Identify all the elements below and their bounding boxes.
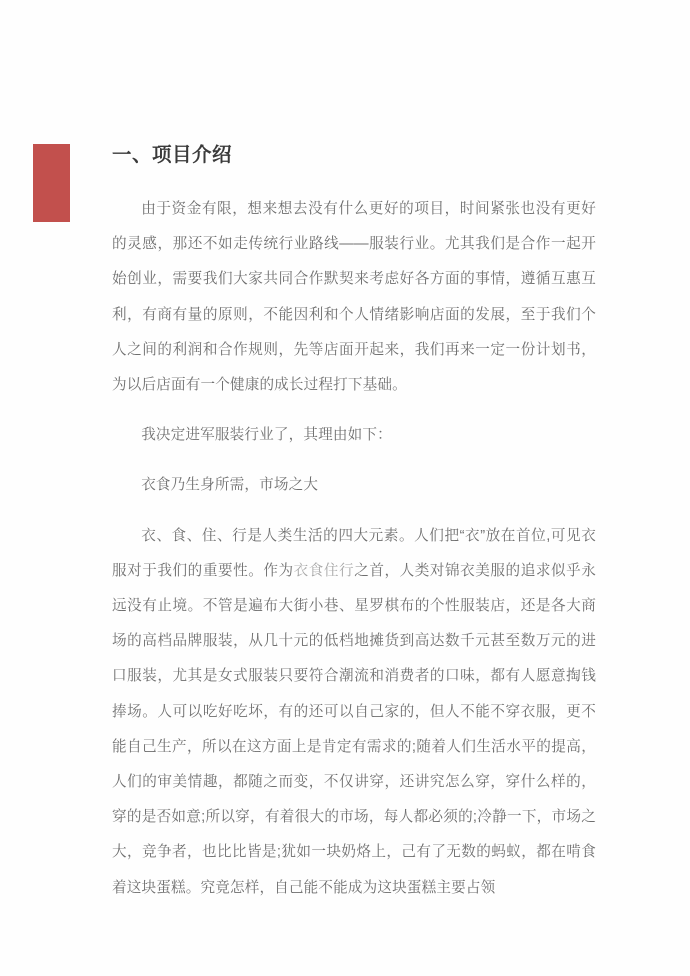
paragraph-project-background: 由于资金有限，想来想去没有什么更好的项目，时间紧张也没有更好的灵感，那还不如走传统行业路线——服装行业。尤其我们是合作一起开始创业，需要我们大家共同合作默契来考虑好各方面的事情，遵循互惠互利，有商有量的原则，不能因利和个人情绪影响店面的发展，至于我们个人之间的利润和合作规则，先等店面开起来，我们再来一定一份计划书，为以后店面有一个健康的成长过程打下基础。 (112, 201, 596, 394)
paragraph-decision-statement: 我决定进军服装行业了，其理由如下： (141, 427, 392, 444)
document-content (112, 140, 596, 906)
inline-link-clothing-food-housing-travel[interactable]: 衣食住行 (293, 562, 355, 579)
paragraph-subheading-market: 衣食乃生身所需，市场之大 (141, 477, 319, 494)
page-title: 一、项目介绍 (112, 144, 233, 166)
paragraph-market-analysis-part1: 衣、食、住、行是人类生活的四大元素。人们把“衣”放在首位,可见衣服对于我们的重要性。作为 (112, 527, 596, 579)
paragraph-market-analysis (112, 519, 596, 906)
heading-accent-block (33, 144, 70, 222)
paragraph-market-analysis-part2: 之首，人类对锦衣美服的追求似乎永远没有止境。不管是遍布大街小巷、星罗棋布的个性服装店，还是各大商场的高档品牌服装，从几十元的低档地摊货到高达数千元甚至数万元的进口服装，尤其是女式服装只要符合潮流和消费者的口味，都有人愿意掏钱捧场。人可以吃好吃坏，有的还可以自己家的，但人不能不穿衣服，更不能自己生产，所以在这方面上是肯定有需求的;随着人们生活水平的提高，人们的审美情趣，都随之而变，不仅讲穿，还讲究怎么穿，穿什么样的，穿的是否如意;所以穿，有着很大的市场，每人都必须的;冷静一下，市场之大，竞争者，也比比皆是;犹如一块奶烙上，己有了无数的蚂蚁，都在啃食着这块蛋糕。究竟怎样，自己能不能成为这块蛋糕主要占领 (112, 562, 596, 896)
